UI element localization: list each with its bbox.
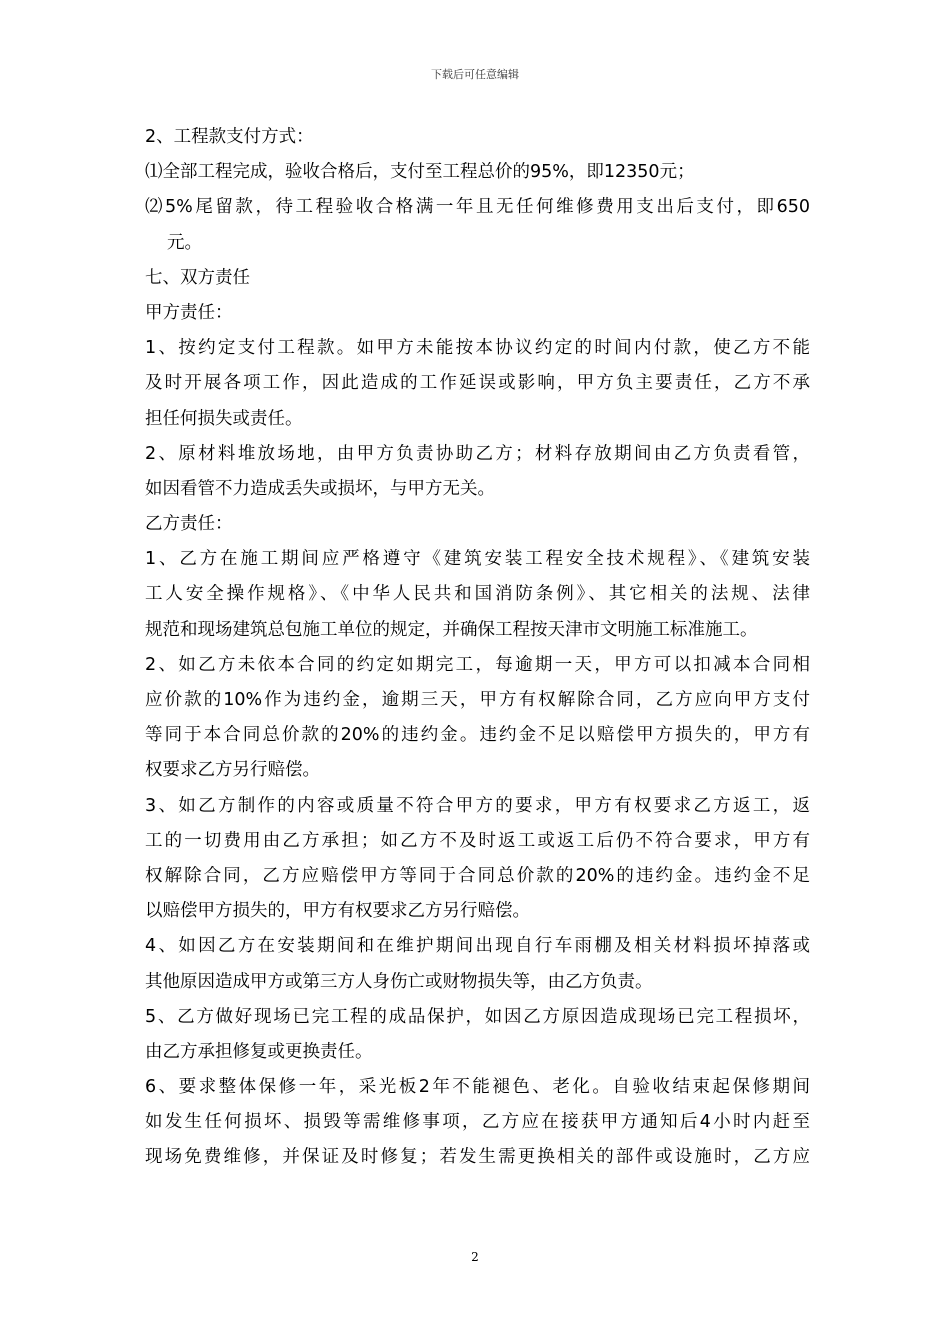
party-b-heading: 乙方责任： [145, 514, 233, 535]
paragraph-line: 以赔偿甲方损失的，甲方有权要求乙方另行赔偿。 [145, 901, 530, 922]
paragraph-line: 如发生任何损坏、损毁等需维修事项，乙方应在接获甲方通知后4小时内赶至 [145, 1112, 810, 1133]
payment-item-2-cont: 元。 [167, 232, 202, 253]
paragraph-line: 应价款的10%作为违约金，逾期三天，甲方有权解除合同，乙方应向甲方支付 [145, 690, 810, 710]
paragraph-line: 规范和现场建筑总包施工单位的规定，并确保工程按天津市文明施工标准施工。 [145, 619, 758, 640]
paragraph-line: 4、如因乙方在安装期间和在维护期间出现自行车雨棚及相关材料损坏掉落或 [145, 936, 810, 957]
party-a-heading: 甲方责任： [145, 302, 233, 323]
paragraph-line: 如因看管不力造成丢失或损坏，与甲方无关。 [145, 478, 495, 499]
paragraph-line: 1、按约定支付工程款。如甲方未能按本协议约定的时间内付款，使乙方不能 [145, 338, 810, 359]
document-body [145, 120, 810, 1176]
paragraph-line: 现场免费维修，并保证及时修复；若发生需更换相关的部件或设施时，乙方应 [145, 1147, 810, 1168]
paragraph-line: 工的一切费用由乙方承担；如乙方不及时返工或返工后仍不符合要求，甲方有 [145, 830, 810, 851]
page-header: 下载后可任意编辑 [431, 68, 519, 81]
paragraph-line: 及时开展各项工作，因此造成的工作延误或影响，甲方负主要责任，乙方不承 [145, 373, 810, 394]
paragraph-line: 2、原材料堆放场地，由甲方负责协助乙方；材料存放期间由乙方负责看管， [145, 443, 810, 464]
paragraph-line: 担任何损失或责任。 [145, 408, 303, 429]
paragraph-line: 权解除合同，乙方应赔偿甲方等同于合同总价款的20%的违约金。违约金不足 [145, 865, 810, 886]
paragraph-line: 1、乙方在施工期间应严格遵守《建筑安装工程安全技术规程》、《建筑安装 [145, 549, 810, 570]
paragraph-line: 等同于本合同总价款的20%的违约金。违约金不足以赔偿甲方损失的，甲方有 [145, 725, 810, 746]
paragraph-line: 3、如乙方制作的内容或质量不符合甲方的要求，甲方有权要求乙方返工，返 [145, 795, 810, 816]
paragraph-line: 由乙方承担修复或更换责任。 [145, 1041, 373, 1062]
paragraph-line: 2、如乙方未依本合同的约定如期完工，每逾期一天，甲方可以扣减本合同相 [145, 654, 810, 675]
payment-item-1: ⑴全部工程完成，验收合格后，支付至工程总价的95%，即12350元； [145, 162, 695, 183]
paragraph-line: 工人安全操作规格》、《中华人民共和国消防条例》、其它相关的法规、法律 [145, 584, 810, 605]
paragraph-line: 其他原因造成甲方或第三方人身伤亡或财物损失等，由乙方负责。 [145, 971, 653, 992]
paragraph-line: 权要求乙方另行赔偿。 [145, 760, 320, 781]
paragraph-line: 5、乙方做好现场已完工程的成品保护，如因乙方原因造成现场已完工程损坏， [145, 1006, 810, 1027]
payment-item-2: ⑵5%尾留款，待工程验收合格满一年且无任何维修费用支出后支付，即650 [145, 197, 810, 218]
page-number: 2 [471, 1250, 479, 1264]
section-heading-payment: 2、工程款支付方式： [145, 127, 314, 147]
paragraph-line: 6、要求整体保修一年，采光板2年不能褪色、老化。自验收结束起保修期间 [145, 1077, 810, 1098]
section-heading-responsibilities: 七、双方责任 [145, 267, 250, 288]
